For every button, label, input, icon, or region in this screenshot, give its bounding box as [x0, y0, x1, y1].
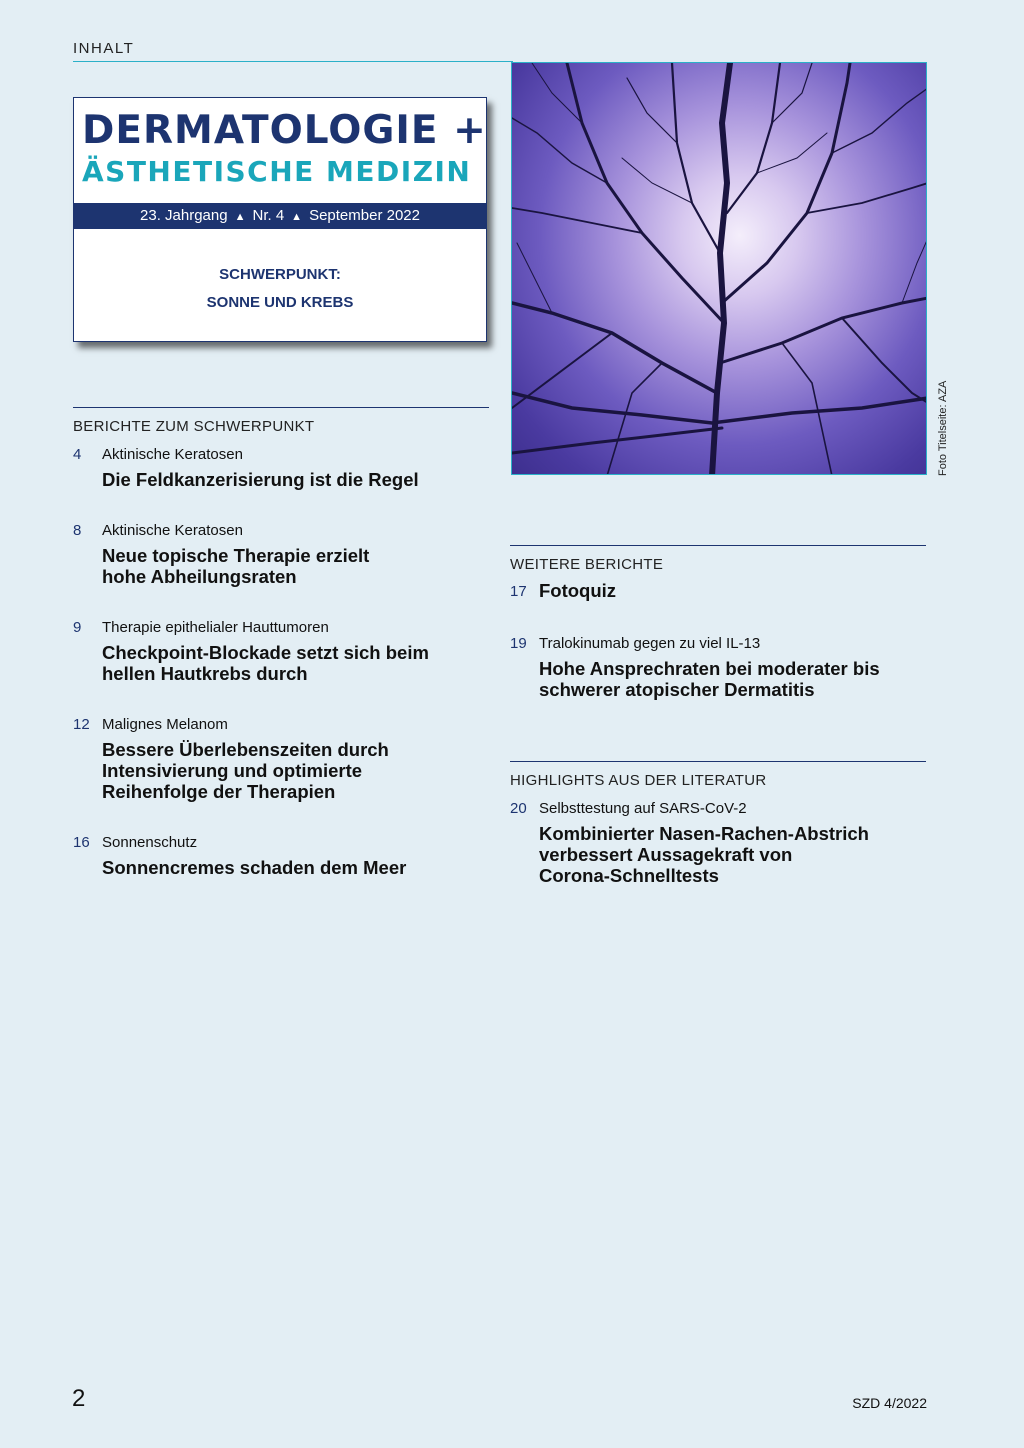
- page-number: 2: [72, 1385, 86, 1412]
- journal-reference: SZD 4/2022: [852, 1395, 927, 1411]
- journal-cover-box: [73, 97, 487, 342]
- toc-page-number: 20: [510, 800, 527, 817]
- toc-page-number: 17: [510, 583, 527, 600]
- toc-kicker: Aktinische Keratosen: [102, 446, 243, 463]
- photo-credit: Foto Titelseite: AZA: [937, 380, 949, 476]
- toc-page-number: 19: [510, 635, 527, 652]
- toc-kicker: Aktinische Keratosen: [102, 522, 243, 539]
- toc-kicker: Malignes Melanom: [102, 716, 228, 733]
- toc-kicker: Tralokinumab gegen zu viel IL-13: [539, 635, 761, 652]
- issue-info-bar: [74, 203, 486, 229]
- tree-branches-image: [512, 63, 927, 475]
- toc-page-number: 16: [73, 834, 90, 851]
- triangle-separator-icon: ▲: [291, 211, 303, 223]
- toc-kicker: Therapie epithelialer Hauttumoren: [102, 619, 329, 636]
- section-header: INHALT: [73, 40, 135, 57]
- toc-headline: Kombinierter Nasen-Rachen-Abstrich verbessert Aussagekraft von Corona-Schnelltests: [539, 823, 869, 886]
- focus-topic: [74, 261, 486, 317]
- toc-page-number: 8: [73, 522, 82, 539]
- journal-title-line1: DERMATOLOGIE +: [82, 108, 487, 153]
- toc-kicker: Sonnenschutz: [102, 834, 198, 851]
- section-divider: [73, 407, 489, 408]
- toc-headline: Bessere Überlebenszeiten durch Intensivierung und optimierte Reihenfolge der Therapien: [102, 739, 389, 802]
- date-text: September 2022: [309, 207, 420, 224]
- toc-headline: Fotoquiz: [539, 580, 617, 601]
- journal-title-line2: ÄSTHETISCHE MEDIZIN: [82, 155, 472, 188]
- toc-page-number: 4: [73, 446, 82, 463]
- toc-headline: Die Feldkanzerisierung ist die Regel: [102, 469, 419, 490]
- focus-label: SCHWERPUNKT:: [219, 266, 341, 283]
- toc-page-number: 12: [73, 716, 90, 733]
- section-title: WEITERE BERICHTE: [510, 556, 664, 573]
- section-divider: [510, 761, 926, 762]
- section-divider: [510, 545, 926, 546]
- toc-kicker: Selbsttestung auf SARS-CoV-2: [539, 800, 747, 817]
- section-title: HIGHLIGHTS AUS DER LITERATUR: [510, 772, 767, 789]
- toc-headline: Hohe Ansprechraten bei moderater bis schwerer atopischer Dermatitis: [539, 658, 880, 700]
- issue-text: Nr. 4: [252, 207, 285, 224]
- volume-text: 23. Jahrgang: [140, 207, 228, 224]
- toc-page-number: 9: [73, 619, 82, 636]
- toc-headline: Checkpoint-Blockade setzt sich beim hellen Hautkrebs durch: [102, 642, 429, 684]
- toc-headline: Neue topische Therapie erzielt hohe Abheilungsraten: [102, 545, 370, 587]
- section-title: BERICHTE ZUM SCHWERPUNKT: [73, 418, 315, 435]
- header-divider: [73, 61, 513, 62]
- triangle-separator-icon: ▲: [234, 211, 246, 223]
- toc-headline: Sonnencremes schaden dem Meer: [102, 857, 407, 878]
- focus-topic-text: SONNE UND KREBS: [206, 294, 354, 311]
- cover-photo: [511, 62, 927, 475]
